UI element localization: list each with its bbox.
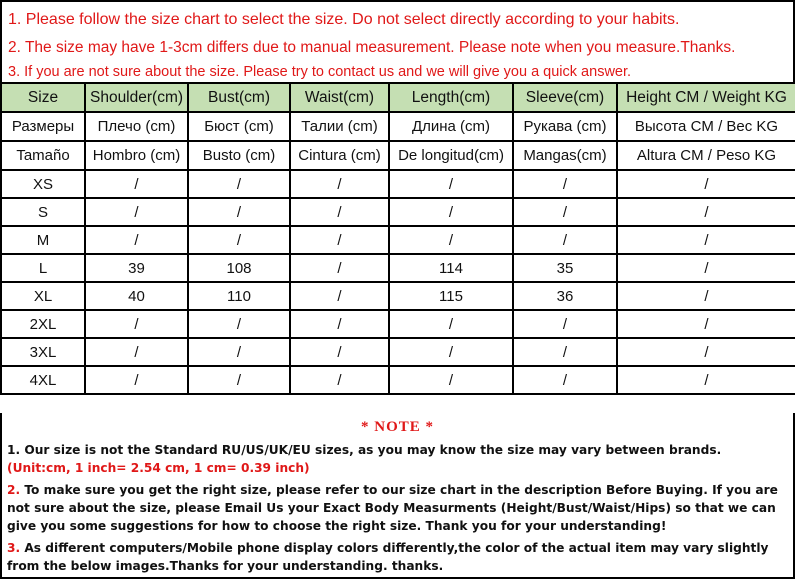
table-cell: Waist(cm)	[290, 83, 389, 112]
table-cell: 114	[389, 254, 513, 282]
intro-line-2: 2. The size may have 1-3cm differs due to manual measurement. Please note when you measure.Thanks.	[8, 39, 736, 56]
table-cell: /	[85, 170, 188, 198]
table-row	[1, 170, 795, 198]
table-cell: Талии (cm)	[290, 112, 389, 141]
table-cell: /	[389, 226, 513, 254]
table-cell: /	[188, 310, 290, 338]
table-cell: /	[389, 366, 513, 394]
table-cell: /	[290, 282, 389, 310]
table-cell: Height CM / Weight KG	[617, 83, 795, 112]
table-cell: /	[85, 310, 188, 338]
table-cell: Рукава (cm)	[513, 112, 617, 141]
spanish-header-row	[1, 141, 795, 170]
table-cell: Плечо (cm)	[85, 112, 188, 141]
table-cell: Bust(cm)	[188, 83, 290, 112]
table-cell: /	[85, 366, 188, 394]
table-row	[1, 198, 795, 226]
note-paragraph-3	[7, 539, 790, 575]
table-cell: /	[617, 198, 795, 226]
table-cell: 108	[188, 254, 290, 282]
table-cell: /	[513, 170, 617, 198]
table-cell: /	[513, 338, 617, 366]
size-label-cell: 4XL	[1, 366, 85, 394]
table-cell: /	[85, 198, 188, 226]
table-cell: /	[617, 254, 795, 282]
size-label-cell: Tamaño	[1, 141, 85, 170]
table-cell: Shoulder(cm)	[85, 83, 188, 112]
intro-line-1: 1. Please follow the size chart to select the size. Do not select directly according to your habits.	[8, 11, 680, 28]
table-cell: /	[617, 226, 795, 254]
note-3-number: 3.	[7, 541, 21, 555]
note-2-number: 2.	[7, 483, 21, 497]
table-cell: /	[389, 170, 513, 198]
table-row	[1, 254, 795, 282]
table-cell: /	[617, 282, 795, 310]
table-row	[1, 338, 795, 366]
table-cell: /	[389, 338, 513, 366]
table-row	[1, 226, 795, 254]
table-row	[1, 310, 795, 338]
table-cell: /	[290, 338, 389, 366]
table-cell: Бюст (cm)	[188, 112, 290, 141]
table-cell: /	[188, 366, 290, 394]
note-paragraph-1	[7, 441, 790, 477]
russian-header-row	[1, 112, 795, 141]
table-cell: /	[389, 198, 513, 226]
note-2-text: To make sure you get the right size, please refer to our size chart in the description Before Buying. If you are not sure about the size, please Email Us your Exact Body Measurments (Height/Bust/Waist/Hips) so that we can give you some suggestions for how to choose the right size. Thank you for your understanding!	[7, 483, 778, 533]
note-paragraph-2	[7, 481, 790, 535]
table-cell: /	[290, 226, 389, 254]
table-cell: Sleeve(cm)	[513, 83, 617, 112]
table-cell: /	[513, 310, 617, 338]
table-cell: /	[389, 310, 513, 338]
note-1-unit: (Unit:cm, 1 inch= 2.54 cm, 1 cm= 0.39 inch)	[7, 461, 310, 475]
table-cell: Длина (cm)	[389, 112, 513, 141]
table-cell: 39	[85, 254, 188, 282]
size-label-cell: L	[1, 254, 85, 282]
size-label-cell: S	[1, 198, 85, 226]
table-cell: /	[290, 198, 389, 226]
size-label-cell: M	[1, 226, 85, 254]
size-label-cell: Размеры	[1, 112, 85, 141]
table-row	[1, 282, 795, 310]
size-label-cell: 2XL	[1, 310, 85, 338]
table-cell: /	[188, 338, 290, 366]
size-label-cell: 3XL	[1, 338, 85, 366]
note-3-text: As different computers/Mobile phone display colors differently,the color of the actual item may vary slightly from the below images.Thanks for your understanding. thanks.	[7, 541, 769, 573]
table-cell: Hombro (cm)	[85, 141, 188, 170]
note-title: * NOTE *	[360, 419, 434, 435]
size-label-cell: XS	[1, 170, 85, 198]
table-cell: Mangas(cm)	[513, 141, 617, 170]
table-cell: Length(cm)	[389, 83, 513, 112]
table-cell: /	[85, 338, 188, 366]
table-cell: /	[617, 170, 795, 198]
table-cell: 35	[513, 254, 617, 282]
table-row	[1, 366, 795, 394]
table-cell: /	[513, 226, 617, 254]
table-cell: 36	[513, 282, 617, 310]
table-cell: 40	[85, 282, 188, 310]
size-label-cell: Size	[1, 83, 85, 112]
table-cell: 115	[389, 282, 513, 310]
intro-box	[0, 0, 795, 82]
table-cell: /	[188, 226, 290, 254]
table-cell: Busto (cm)	[188, 141, 290, 170]
table-cell: /	[290, 310, 389, 338]
size-label-cell: XL	[1, 282, 85, 310]
header-row	[1, 83, 795, 112]
table-cell: /	[290, 170, 389, 198]
table-cell: De longitud(cm)	[389, 141, 513, 170]
table-cell: /	[513, 366, 617, 394]
table-cell: Cintura (cm)	[290, 141, 389, 170]
table-cell: /	[617, 310, 795, 338]
intro-line-3: 3. If you are not sure about the size. Please try to contact us and we will give you a quick answer.	[8, 64, 632, 80]
table-cell: /	[617, 338, 795, 366]
note-box	[0, 413, 795, 579]
note-1-text: 1. Our size is not the Standard RU/US/UK/EU sizes, as you may know the size may vary between brands.	[7, 443, 722, 457]
table-cell: /	[188, 170, 290, 198]
table-cell: /	[617, 366, 795, 394]
table-cell: /	[290, 254, 389, 282]
table-cell: Altura CM / Peso KG	[617, 141, 795, 170]
size-chart-table	[0, 82, 795, 395]
table-cell: /	[513, 198, 617, 226]
table-cell: 110	[188, 282, 290, 310]
table-cell: Высота CM / Вес KG	[617, 112, 795, 141]
table-cell: /	[188, 198, 290, 226]
table-cell: /	[290, 366, 389, 394]
table-cell: /	[85, 226, 188, 254]
